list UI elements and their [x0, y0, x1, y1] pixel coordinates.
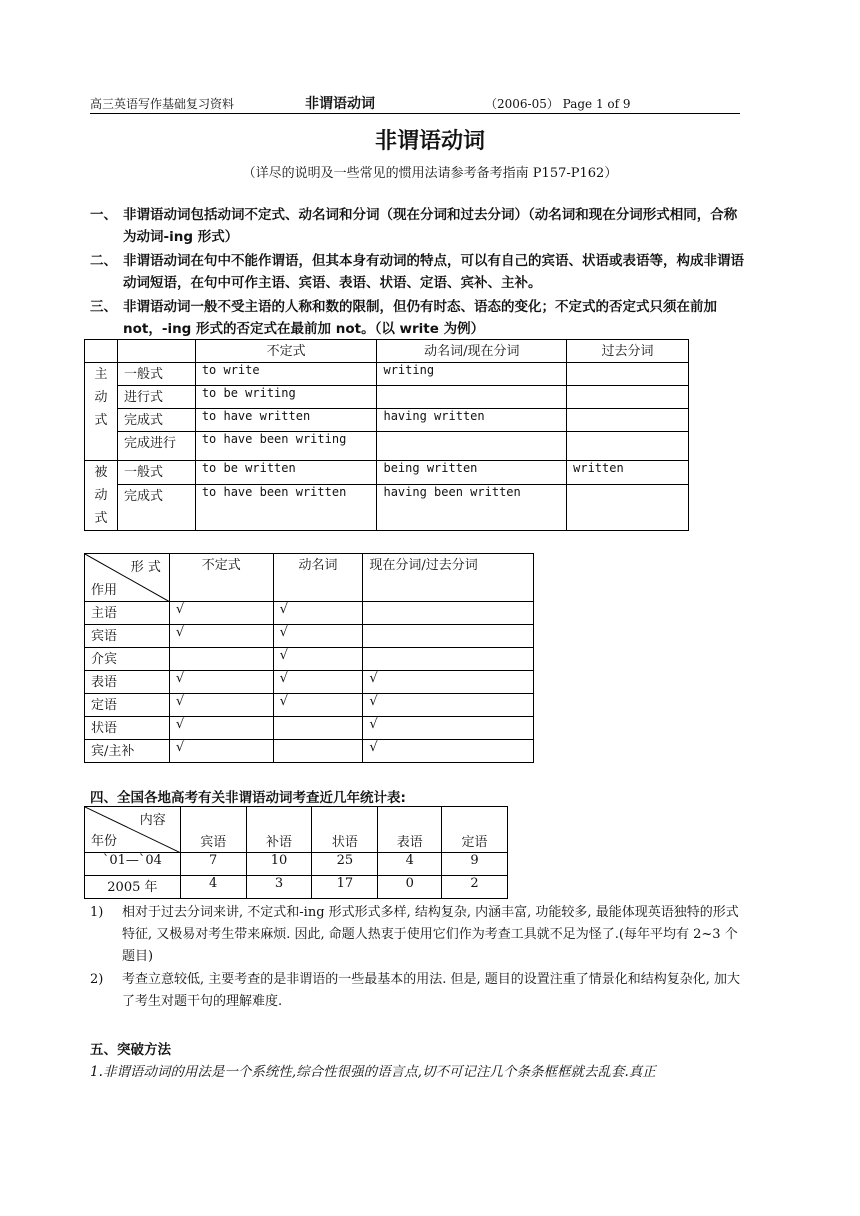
- table-cell: 一般式: [117, 363, 195, 386]
- table-row: [85, 386, 689, 409]
- column-header: 表语: [378, 807, 442, 853]
- table-cell: [377, 432, 567, 461]
- table-cell: to be written: [195, 461, 377, 485]
- column-header: 不定式: [169, 554, 273, 602]
- table-row: [85, 340, 689, 363]
- table-cell: [567, 484, 689, 530]
- table-cell: having been written: [377, 484, 567, 530]
- column-header: 不定式: [195, 340, 377, 363]
- function-table: [84, 553, 534, 763]
- table-cell: to write: [195, 363, 377, 386]
- passive-voice-label: 被 动 式: [85, 461, 118, 531]
- table-row: [85, 484, 689, 530]
- table-cell: 完成进行: [117, 432, 195, 461]
- table-row: 2005 年 4 3 17 0 2: [85, 876, 508, 899]
- table-row: [85, 432, 689, 461]
- table-cell: being written: [377, 461, 567, 485]
- table-cell: 一般式: [117, 461, 195, 485]
- header-left: 高三英语写作基础复习资料: [90, 97, 235, 111]
- table-cell: to have written: [195, 409, 377, 432]
- note-2: 2) 考查立意较低, 主要考查的是非谓语的一些最基本的用法. 但是, 题目的设置注重了情景化和结构复杂化, 加大了考生对题干句的理解难度.: [90, 972, 741, 1009]
- diagonal-corner-cell: 内容 年份: [85, 807, 181, 853]
- page-header: [90, 93, 740, 114]
- section-5-heading: 五、突破方法: [90, 1042, 171, 1058]
- table-row: 表语 √ √ √: [85, 671, 534, 694]
- table-cell: to have been written: [195, 484, 377, 530]
- table-row: `01—`04 7 10 25 4 9: [85, 853, 508, 876]
- column-header: 动名词: [273, 554, 363, 602]
- column-header: 定语: [442, 807, 508, 853]
- table-row: [85, 554, 534, 602]
- table-cell: [567, 432, 689, 461]
- table-row: 宾/主补 √ √: [85, 740, 534, 763]
- table-row: 介宾 √: [85, 648, 534, 671]
- table-row: [85, 807, 508, 853]
- stats-table: [84, 806, 508, 899]
- table-row: 主语 √ √: [85, 602, 534, 625]
- point-1: 一、 非谓语动词包括动词不定式、动名词和分词（现在分词和过去分词）（动名词和现在分词形式相同，合称为动词-ing 形式）: [90, 207, 738, 245]
- table-row: [85, 363, 689, 386]
- table-cell: 进行式: [117, 386, 195, 409]
- section-4-heading: 四、全国各地高考有关非谓语动词考查近几年统计表:: [90, 790, 406, 806]
- forms-table: [84, 339, 689, 531]
- header-right: （2006-05） Page 1 of 9: [485, 97, 631, 111]
- column-header: 宾语: [180, 807, 246, 853]
- column-header: 过去分词: [567, 340, 689, 363]
- page-title: 非谓语动词: [374, 129, 485, 154]
- point-2: 二、 非谓语动词在句中不能作谓语，但其本身有动词的特点，可以有自己的宾语、状语或表语等，构成非谓语动词短语，在句中可作主语、宾语、表语、状语、定语、宾补、主补。: [90, 253, 744, 291]
- table-cell: 完成式: [117, 409, 195, 432]
- table-cell: [567, 386, 689, 409]
- table-cell: [567, 409, 689, 432]
- column-header: 补语: [246, 807, 312, 853]
- point-3: 三、 非谓语动词一般不受主语的人称和数的限制，但仍有时态、语态的变化；不定式的否定式只须在前加 not，-ing 形式的否定式在最前加 not。（以 write 为例）: [90, 299, 717, 337]
- table-cell: written: [567, 461, 689, 485]
- table-cell: to have been writing: [195, 432, 377, 461]
- table-row: 定语 √ √ √: [85, 694, 534, 717]
- column-header: 现在分词/过去分词: [363, 554, 534, 602]
- note-1: 1) 相对于过去分词来讲, 不定式和-ing 形式形式多样, 结构复杂, 内涵丰富, 功能较多, 最能体现英语独特的形式特征, 又极易对考生带来麻烦. 因此, 命题人热衷于使用它们作为考查工具就不足为怪了.(每年平均有 2~3 个题目): [90, 905, 739, 964]
- table-row: [85, 409, 689, 432]
- table-cell: 完成式: [117, 484, 195, 530]
- page-subtitle: （详尽的说明及一些常见的惯用法请参考备考指南 P157-P162）: [242, 166, 618, 181]
- table-cell: [567, 363, 689, 386]
- table-row: 状语 √ √: [85, 717, 534, 740]
- table-cell: writing: [377, 363, 567, 386]
- table-row: [85, 461, 689, 485]
- column-header: 状语: [312, 807, 378, 853]
- table-cell: to be writing: [195, 386, 377, 409]
- table-cell: having written: [377, 409, 567, 432]
- column-header: 动名词/现在分词: [377, 340, 567, 363]
- header-center: 非谓语动词: [305, 96, 375, 112]
- active-voice-label: 主 动 式: [85, 363, 118, 461]
- diagonal-corner-cell: 形 式 作用: [85, 554, 170, 602]
- section-5-line: 1.非谓语动词的用法是一个系统性,综合性很强的语言点,切不可记注几个条条框框就去乱套.真正: [90, 1064, 656, 1080]
- table-row: 宾语 √ √: [85, 625, 534, 648]
- table-cell: [377, 386, 567, 409]
